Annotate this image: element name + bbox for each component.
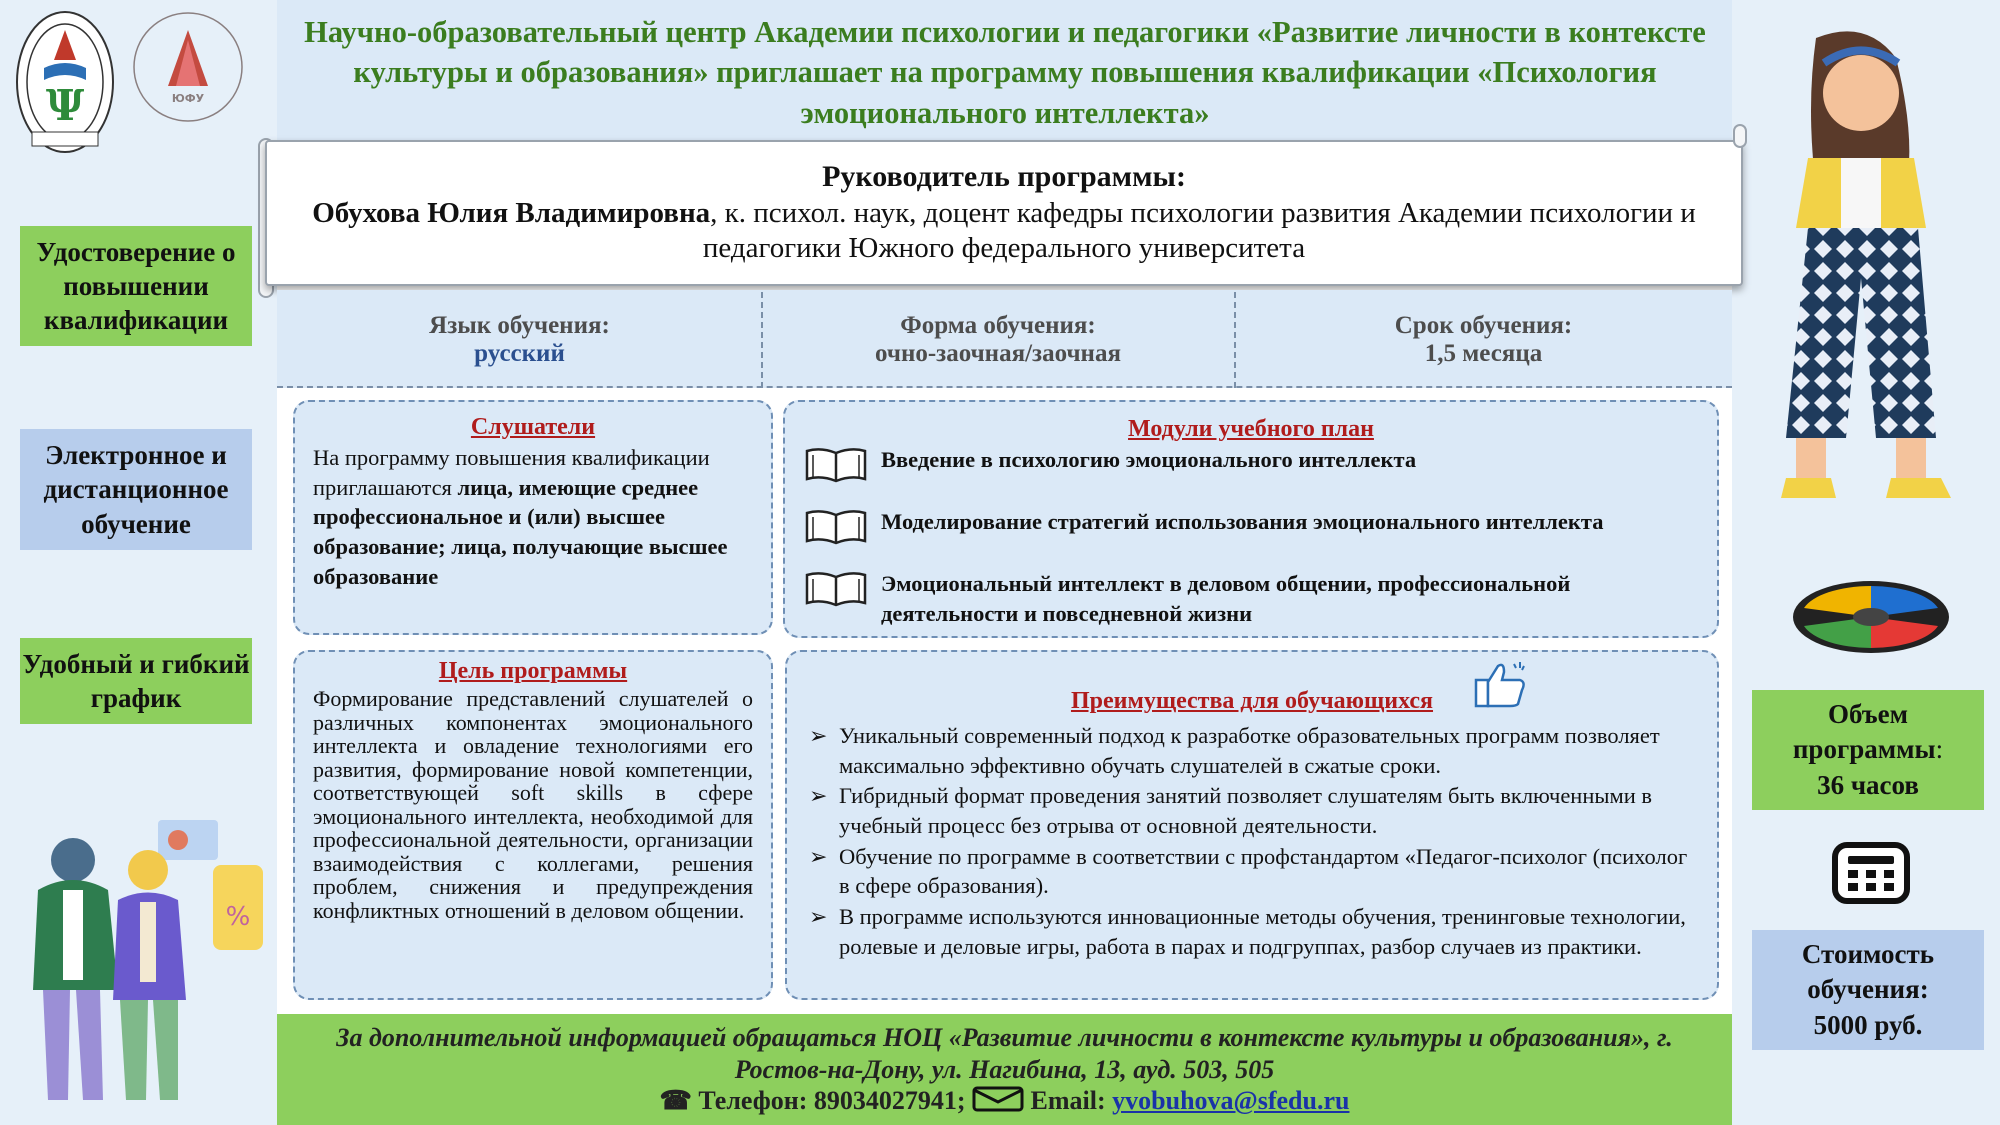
module-item [803,445,1699,485]
thumbs-up-icon [1474,660,1528,710]
scroll-curl-right [1733,124,1747,148]
volume-label: Объем программы [1792,699,1936,765]
module-text: Введение в психологию эмоционального интеллекта [881,447,1417,472]
listeners-text [313,443,753,591]
advantage-item [809,902,1695,961]
form-cell [762,290,1234,388]
girl-illustration [1746,18,1986,518]
online-learning-label: Электронное и дистанционное обучение [43,440,229,539]
arrow-bullet-icon: ➢ [809,723,828,748]
arrow-bullet-icon: ➢ [809,783,828,809]
module-item [803,507,1699,547]
goal-text: Формирование представлений слушателей о различных компонентах эмоционального интеллекта и овладение технологиями его развития, формирование новой компетенции, соответствующей soft skills в сфере эмоционального интеллекта, необходимой для профессиональной деятельности, организации взаимодействия с коллегами, решения проблем, снижения и предупреждения конфликтных отношений в деловом общении. [313,686,753,923]
email-link[interactable]: yvobuhova@sfedu.ru [1112,1086,1350,1116]
volume-box [1752,690,1984,810]
schedule-box [20,638,252,724]
duration-label: Срок обучения: [1394,312,1573,339]
advantages-panel [785,650,1719,1000]
advantage-text: Гибридный формат проведения занятий позволяет слушателям быть включенными в учебный процесс без отрыва от основной деятельности. [839,783,1653,839]
listeners-text-bold: лица, имеющие среднее профессиональное и (или) высшее образование; лица, получающие высшее образование [313,474,728,589]
duration-cell [1235,290,1732,388]
language-value: русский [474,340,565,367]
module-text: Моделирование стратегий использования эмоционального интеллекта [881,509,1604,534]
online-learning-box [20,429,252,550]
form-value: очно-заочная/заочная [875,340,1121,367]
listeners-panel [293,400,773,635]
schedule-label: Удобный и гибкий график [22,648,250,713]
certificate-box [20,226,252,346]
advantage-item [809,781,1695,840]
phone-icon: ☎ [659,1086,692,1116]
certificate-label: Удостоверение о повышении квалификации [36,236,236,336]
leader-description: , к. психол. наук, доцент кафедры психологии развития Академии психологии и педагогики Южного федерального университета [702,196,1696,265]
program-leader-card [265,140,1743,286]
leader-title: Руководитель программы: [822,160,1186,193]
people-illustration [8,810,263,1110]
footer-info: За дополнительной информацией обращаться НОЦ «Развитие личности в контексте культуры и образования», г. Ростов-на-Дону, ул. Нагибина, 13, ауд. 503, 505 [336,1023,1673,1084]
arrow-bullet-icon: ➢ [809,904,828,930]
book-icon [803,507,869,547]
cost-value: 5000 руб. [1813,1009,1923,1040]
module-item [803,569,1699,628]
listeners-title: Слушатели [470,414,596,440]
advantages-header [809,666,1695,715]
calculator-icon [1832,842,1910,904]
phone-text: Телефон: 89034027941; [698,1086,966,1116]
page-title: Научно-образовательный центр Академии психологии и педагогики «Развитие личности в контексте культуры и образования» приглашает на программу повышения квалификации «Психология эмоционального интеллекта» [304,15,1706,130]
leader-name: Обухова Юлия Владимировна [312,196,711,229]
advantages-title: Преимущества для обучающихся [1070,688,1434,714]
email-label: Email: [1030,1086,1113,1116]
book-icon [803,569,869,609]
volume-value: 36 часов [1817,769,1919,800]
svg-text:%: % [225,902,251,932]
advantage-text: В программе используются инновационные методы обучения, тренинговые технологии, ролевые и деловые игры, работа в парах и подгруппах, разбор случаев из практики. [839,904,1686,959]
advantage-item [809,721,1695,780]
advantage-item [809,842,1695,901]
color-wheel-icon [1790,578,1952,656]
advantage-text: Уникальный современный подход к разработке образовательных программ позволяет максимально эффективно обучать слушателей в сжатые сроки. [839,723,1660,778]
form-label: Форма обучения: [900,312,1096,339]
book-icon [803,445,869,485]
language-label: Язык обучения: [429,312,610,339]
advantages-list [809,721,1695,962]
listeners-text-plain: На программу повышения квалификации приглашаются [313,445,710,500]
university-logo [132,8,244,126]
advantage-text: Обучение по программе в соответствии с профстандартом «Педагог-психолог (психолог в сфере образования). [839,843,1688,899]
goal-panel [293,650,773,1000]
footer [277,1014,1732,1125]
volume-colon: : [1935,734,1944,765]
footer-contact [277,1085,1732,1117]
cost-box [1752,930,1984,1050]
svg-text:ЮФУ: ЮФУ [171,92,205,105]
envelope-icon [972,1086,1024,1112]
modules-title: Модули учебного план [1128,416,1374,442]
modules-panel [783,400,1719,638]
svg-text:Ψ: Ψ [45,81,85,130]
arrow-bullet-icon: ➢ [809,843,828,869]
goal-title: Цель программы [438,658,628,684]
duration-value: 1,5 месяца [1424,340,1543,367]
module-text: Эмоциональный интеллект в деловом общении, профессиональной деятельности и повседневной жизни [881,571,1571,626]
language-cell [277,290,762,388]
academy-logo [14,8,116,156]
leader-text [267,196,1741,267]
cost-label: Стоимость обучения: [1801,939,1935,1005]
